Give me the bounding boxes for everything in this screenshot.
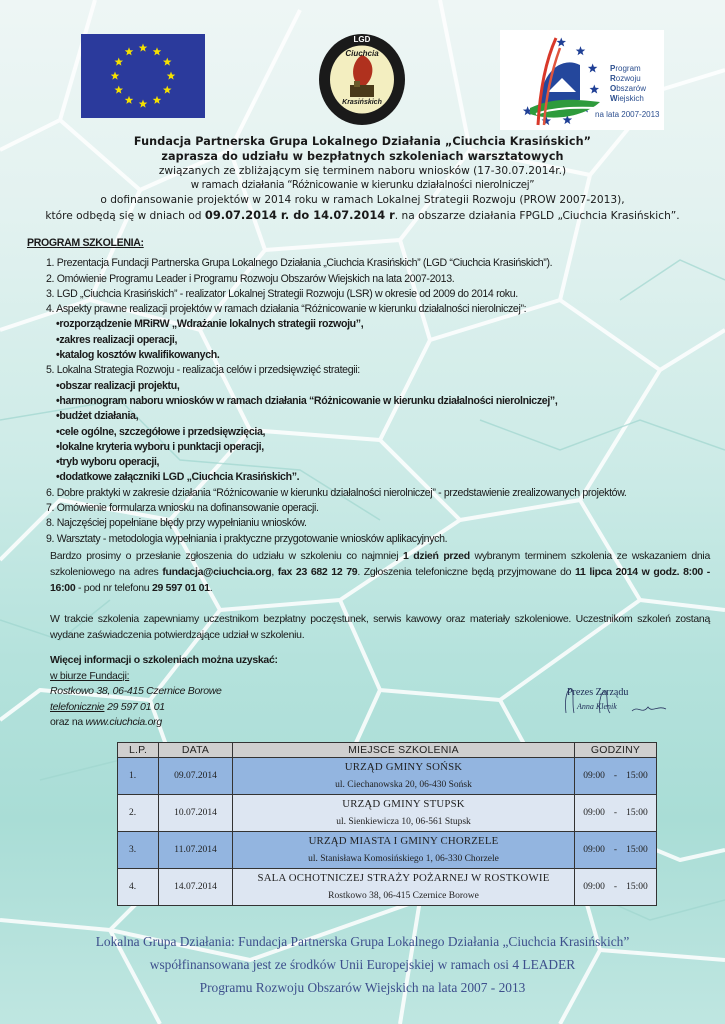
schedule-header-row [118,743,657,758]
place-address: ul. Ciechanowska 20, 06-430 Sońsk [335,780,472,790]
program-item-text: 4. Aspekty prawne realizacji projektów w ramach działania “Różnicowanie w kierunku działalności nierolniczej”: [46,303,527,316]
schedule-table [117,742,657,906]
fax-number: fax 23 682 12 79 [277,566,358,578]
contact-info [50,653,350,731]
program-bullet: • obszar realizacji projektu, [56,379,707,394]
email-link[interactable]: fundacja@ciuchcia.org [162,566,272,578]
row-place [233,758,575,795]
footer [0,930,725,999]
program-bullet: • budżet działania, [56,409,707,424]
program-item-text: 9. Warsztaty - metodologia wypełniania i praktyczne przygotowanie wniosków aplikacyjnych. [46,532,448,545]
row-lp: 3. [118,832,159,869]
star-icon [139,44,148,52]
program-sublist [46,317,707,363]
program-bullet: • katalog kosztów kwalifikowanych. [56,348,707,363]
col-header-place: MIEJSCE SZKOLENIA [233,743,575,758]
program-item-text: 6. Dobre praktyki w zakresie działania “Różnicowanie w kierunku działalności nierolniczej” - przedstawienie zrealizowanych projektów. [46,486,627,499]
hours-separator: - [613,882,618,892]
hours-to: 15:00 [626,808,648,818]
contact-address: Rostkowo 38, 06-415 Czernice Borowe [50,685,222,697]
row-lp: 2. [118,795,159,832]
program-list [27,256,707,547]
eu-flag-logo [81,34,205,118]
star-icon [588,63,598,72]
hours-to: 15:00 [626,845,648,855]
program-item [46,287,707,302]
hours-from: 09:00 [583,808,605,818]
row-hours [575,795,657,832]
header-measure: w ramach działania “Różnicowanie w kierunku działalności nierolniczej” [190,179,535,191]
contact-office-label: w biurze Fundacji: [50,669,130,682]
star-icon [167,72,176,80]
hours-from: 09:00 [583,771,605,781]
row-date: 14.07.2014 [159,869,233,906]
footer-line-1: Lokalna Grupa Działania: Fundacja Partnerska Grupa Lokalnego Działania „Ciuchcia Krasińskich” [95,934,630,949]
header-invitation: zaprasza do udziału w bezpłatnych szkoleniach warsztatowych [161,150,564,163]
star-icon [153,47,162,55]
col-header-date: DATA [159,743,233,758]
program-bullet: • zakres realizacji operacji, [56,333,707,348]
registration-deadline: 1 dzień przed [402,550,470,562]
schedule-row [118,869,657,906]
signature-title: Prezes Zarządu [567,687,629,698]
program-item [46,532,707,547]
place-name: URZĄD GMINY SOŃSK [344,761,463,773]
footer-line-3: Programu Rozwoju Obszarów Wiejskich na lata 2007 - 2013 [199,980,526,995]
col-header-hours: GODZINY [575,743,657,758]
star-icon [111,72,120,80]
row-lp: 1. [118,758,159,795]
signature-block [562,683,672,723]
training-program [27,236,707,547]
star-icon [114,86,123,94]
header-dates: 09.07.2014 r. do 14.07.2014 r [204,207,395,222]
star-icon [114,58,123,66]
contact-phone-line: telefonicznie 29 597 01 01 [50,700,165,713]
lgd-logo-name-bottom: Krasińskich [342,99,382,106]
header-context: związanych ze zbliżającym się terminem naboru wniosków (17-30.07.2014r.) [158,165,567,177]
row-hours [575,869,657,906]
hours-separator: - [613,771,618,781]
program-bullet: • dodatkowe załączniki LGD „Ciuchcia Krasińskich”. [56,470,707,485]
program-item [46,272,707,287]
program-item [46,256,707,271]
program-bullet: • tryb wyboru operacji, [56,455,707,470]
star-icon [576,46,586,55]
program-item-text: 1. Prezentacja Fundacji Partnerska Grupa Lokalnego Działania „Ciuchcia Krasińskich” (LGD “Ciuchcia Krasińskich”). [46,257,553,270]
row-place [233,832,575,869]
row-hours [575,758,657,795]
registration-paragraph: Bardzo prosimy o przesłanie zgłoszenia do udziału w szkoleniu co najmniej 1 dzień przed wybranym terminem szkolenia ze wskazaniem dnia szkoleniowego na adres fundacja@ciuchcia.org, fax 23 682 12 79. Zgłoszenia telefoniczne będą przyjmowane do 11 lipca 2014 w godz. 8:00 - 16:00 - pod nr telefonu 29 597 01 01. [50,550,710,594]
program-bullet: • cele ogólne, szczegółowe i przedsięwzięcia, [56,425,707,440]
lgd-logo-name-top: Ciuchcia [345,49,379,58]
star-icon [139,100,148,108]
program-item [46,516,707,531]
invitation-header [0,134,725,223]
footer-line-2: współfinansowana jest ze środków Unii Europejskiej w ramach osi 4 LEADER [149,957,576,972]
program-bullet: • harmonogram naboru wniosków w ramach działania “Różnicowanie w kierunku działalności nierolniczej”, [56,394,707,409]
prow-logo-text: Program Rozwoju Obszarów Wiejskich [610,64,647,103]
place-address: ul. Sienkiewicza 10, 06-561 Stupsk [336,817,471,827]
header-funding: o dofinansowanie projektów w 2014 roku w ramach Lokalnej Strategii Rozwoju (PROW 2007-2013), [100,194,625,206]
header-dates-line: które odbędą się w dniach od 09.07.2014 r. do 14.07.2014 r. na obszarze działania FPGLD „Ciuchcia Krasińskich”. [45,207,680,222]
header-organization: Fundacja Partnerska Grupa Lokalnego Działania „Ciuchcia Krasińskich” [133,135,592,148]
catering-paragraph: W trakcie szkolenia zapewniamy uczestnikom bezpłatny poczęstunek, serwis kawowy oraz materiały szkoleniowe. Uczestnikom szkoleń zostaną wydane zaświadczenia potwierdzające udział w szkoleniu. [50,613,710,641]
program-sublist [46,379,707,486]
row-lp: 4. [118,869,159,906]
hours-to: 15:00 [626,882,648,892]
star-icon [125,47,134,55]
program-title: PROGRAM SZKOLENIA: [27,237,144,249]
star-icon [590,85,600,94]
row-date: 10.07.2014 [159,795,233,832]
program-bullet: • rozporządzenie MRiRW „Wdrażanie lokalnych strategii rozwoju”, [56,317,707,332]
star-icon [557,37,567,46]
row-date: 11.07.2014 [159,832,233,869]
place-name: URZĄD MIASTA I GMINY CHORZELE [308,835,499,847]
schedule-row [118,832,657,869]
col-header-lp: L.P. [118,743,159,758]
program-item-text: 8. Najczęściej popełniane błędy przy wypełnianiu wniosków. [46,517,307,530]
hours-from: 09:00 [583,845,605,855]
hours-to: 15:00 [626,771,648,781]
star-icon [153,96,162,104]
row-date: 09.07.2014 [159,758,233,795]
program-item-text: 2. Omówienie Programu Leader i Programu Rozwoju Obszarów Wiejskich na lata 2007-2013. [46,272,455,285]
hours-separator: - [613,808,618,818]
star-icon [163,58,172,66]
locomotive-icon [350,85,374,97]
star-icon [125,96,134,104]
schedule-row [118,795,657,832]
row-hours [575,832,657,869]
prow-logo-years: na lata 2007-2013 [595,110,660,119]
program-item-text: 7. Omówienie formularza wniosku na dofinansowanie operacji. [46,502,319,515]
place-name: SALA OCHOTNICZEJ STRAŻY POŻARNEJ W ROSTKOWIE [257,872,550,884]
info-paragraphs [50,548,710,643]
program-bullet: • lokalne kryteria wyboru i punktacji operacji, [56,440,707,455]
schedule-row [118,758,657,795]
signature-name: Anna Klenik [577,702,617,711]
program-item-text: 3. LGD „Ciuchcia Krasińskich” - realizator Lokalnej Strategii Rozwoju (LSR) w okresie od 2009 do 2014 roku. [46,287,518,300]
place-address: Rostkowo 38, 06-415 Czernice Borowe [328,891,479,901]
program-item [46,486,707,501]
contact-title: Więcej informacji o szkoleniach można uzyskać: [50,654,278,666]
place-address: ul. Stanisława Komosińskiego 1, 06-330 Chorzele [308,854,499,864]
star-icon [163,86,172,94]
phone-number: 29 597 01 01 [151,582,210,594]
lgd-logo-top-text: LGD [353,35,371,44]
contact-web-line: oraz na www.ciuchcia.org [50,716,162,728]
hours-from: 09:00 [583,882,605,892]
row-place [233,869,575,906]
program-item [46,363,707,485]
prow-logo [500,30,664,130]
lgd-ciuchcia-logo [318,33,406,126]
place-name: URZĄD GMINY STUPSK [342,798,465,810]
eu-stars-icon [81,34,205,118]
program-item-text: 5. Lokalna Strategia Rozwoju - realizacja celów i przedsięwzięć strategii: [46,364,360,377]
program-item [46,302,707,363]
website-link[interactable]: www.ciuchcia.org [85,716,162,728]
row-place [233,795,575,832]
program-item [46,501,707,516]
hours-separator: - [613,845,618,855]
phone-deadline: 11 lipca 2014 w godz. 8:00 - 16:00 [50,566,710,594]
